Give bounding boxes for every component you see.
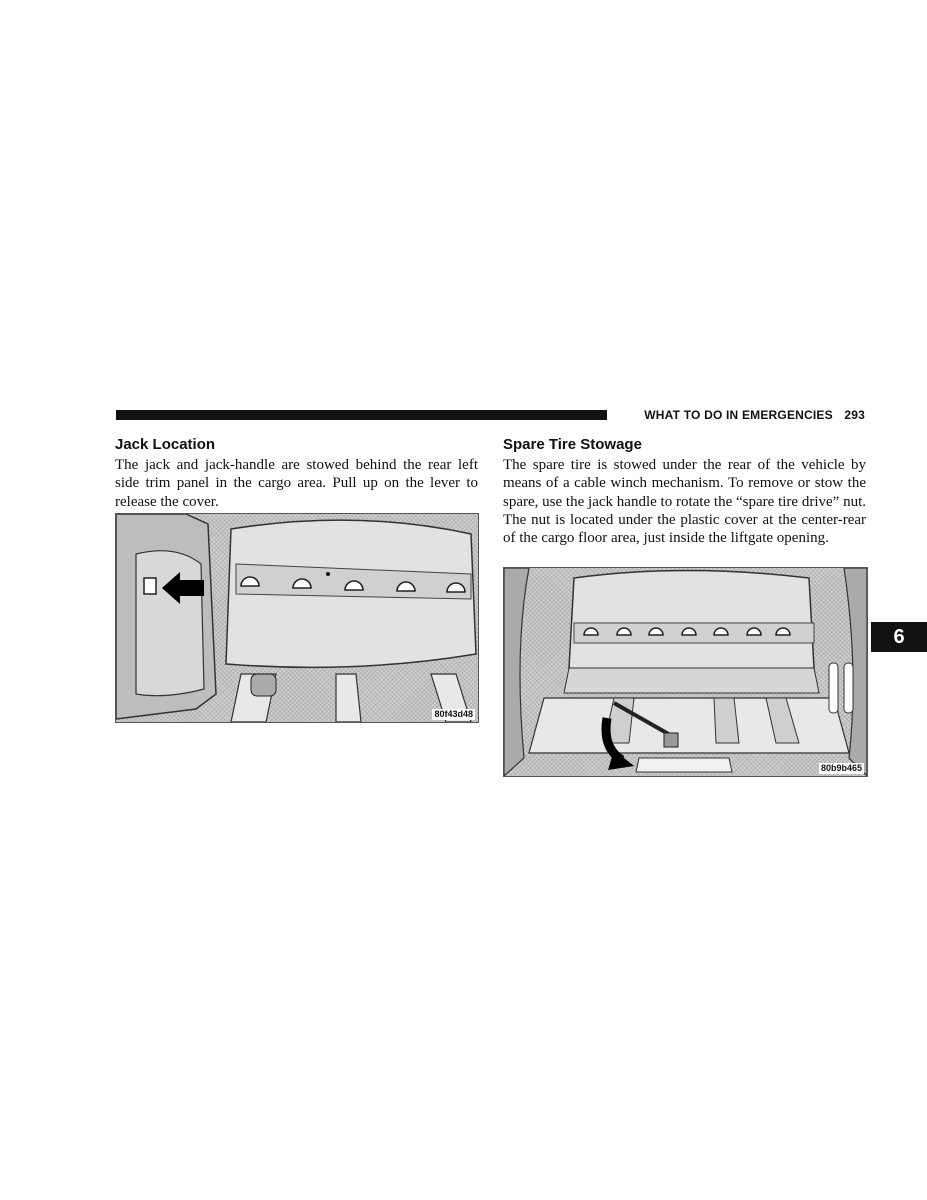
figure-code: 80b9b465	[820, 763, 862, 773]
header-rule	[116, 410, 607, 420]
running-header	[644, 408, 865, 422]
jack-location-figure	[115, 513, 479, 723]
liftgate-illustration	[504, 568, 867, 776]
cargo-area-illustration	[116, 514, 478, 722]
jack-location-body: The jack and jack-handle are stowed behind the rear left side trim panel in the cargo area. Pull up on the lever to release the cover.	[115, 457, 478, 510]
jack-location-section	[115, 436, 478, 511]
spare-tire-figure	[503, 567, 868, 777]
page-number: 293	[844, 408, 865, 422]
chapter-tab: 6	[871, 622, 927, 652]
jack-location-heading: Jack Location	[115, 436, 216, 453]
spare-tire-heading: Spare Tire Stowage	[503, 436, 642, 453]
section-title: WHAT TO DO IN EMERGENCIES	[644, 408, 833, 422]
figure-code: 80f43d48	[434, 709, 473, 719]
spare-tire-body: The spare tire is stowed under the rear of the vehicle by means of a cable winch mechanism. To remove or stow the spare, use the jack handle to rotate the “spare tire drive” nut. The nut is located under the plastic cover at the center-rear of the cargo floor area, just inside the liftgate opening.	[503, 457, 866, 547]
spare-tire-section	[503, 436, 866, 547]
